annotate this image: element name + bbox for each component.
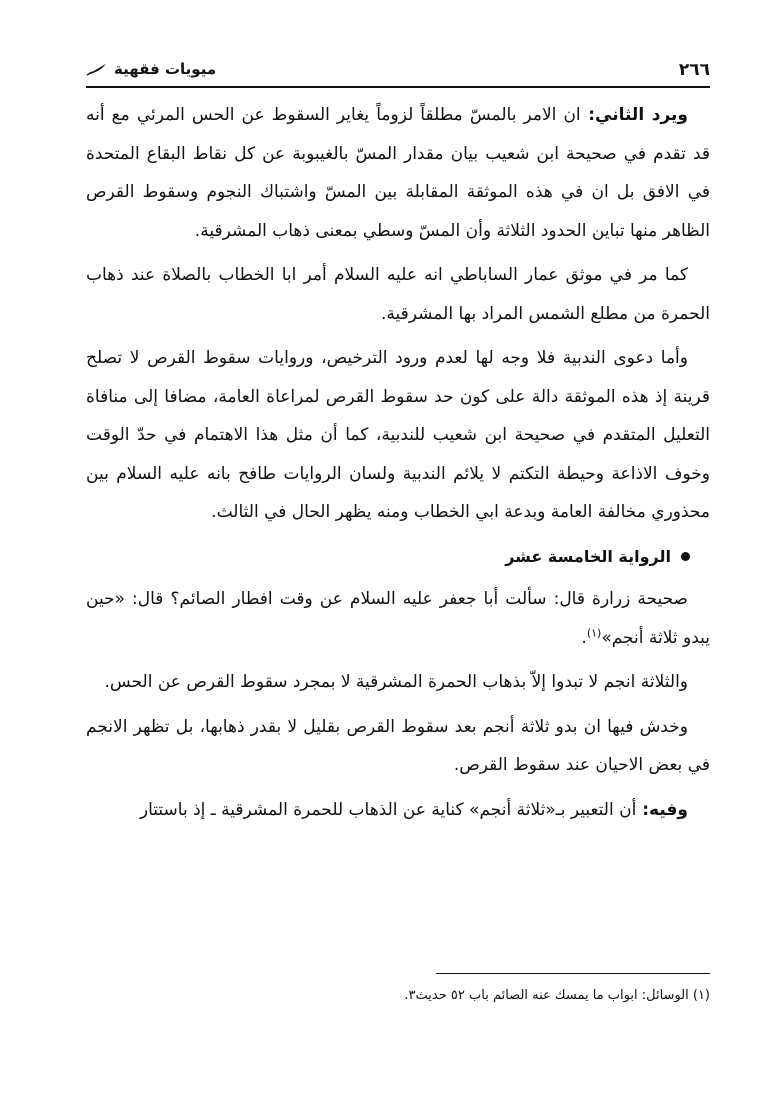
page-number: ٢٦٦ <box>678 60 710 80</box>
bullet-icon <box>681 552 690 561</box>
footnote: (١) الوسائل: ابواب ما يمسك عنه الصائم باب ٥٢ حديث٣. <box>404 988 710 1003</box>
paragraph-text: والثلاثة انجم لا تبدوا إلاّ بذهاب الحمرة المشرقية لا بمجرد سقوط القرص عن الحس. <box>104 672 688 692</box>
paragraph-end: . <box>581 627 587 648</box>
paragraph-text: وأما دعوى الندبية فلا وجه لها لعدم ورود الترخيص، وروايات سقوط القرص لا تصلح قرينة إذ هذه الموثقة دالة على كون حد سقوط القرص لمراعاة العامة، مضافا إلى منافاة التعليل المتقدم في صحيحة ابن شعيب للندبية، كما أن مثل هذا الاهتمام في حدّ الوقت وخوف الاذاعة وحيطة التكتم لا يلائم الندبية ولسان الروايات طافح بانه عليه السلام بين محذوري مخالفة العامة وبدعة ابي الخطاب ومنه يظهر الحال في الثالث. <box>86 348 710 522</box>
main-text <box>86 96 710 835</box>
section-heading <box>86 538 710 577</box>
paragraph-1 <box>86 96 710 250</box>
paragraph-lead: وفيه: <box>636 799 688 820</box>
footnote-reference[interactable]: (١) <box>586 625 602 639</box>
section-heading-text: الرواية الخامسة عشر <box>505 546 671 566</box>
paragraph-text: وخدش فيها ان بدو ثلاثة أنجم بعد سقوط القرص بقليل لا بقدر ذهابها، بل تظهر الانجم في بعض الاحيان عند سقوط القرص. <box>86 716 710 775</box>
quill-ornament-icon <box>86 62 108 76</box>
paragraph-lead: ويرد الثاني: <box>580 105 688 125</box>
paragraph-text: ان الامر بالمسّ مطلقاً لزوماً يغاير السقوط عن الحس المرئي مع أنه قد تقدم في صحيحة ابن شعيب بيان مقدار المسّ بالغيبوبة عن كل نقاط البقاع المتحدة في الافق بل ان في هذه الموثقة المقابلة بين المسّ واشتباك النجوم وسقوط القرص الظاهر منها تباين الحدود الثلاثة وأن المسّ وسطي بمعنى ذهاب المشرقية. <box>86 105 710 241</box>
paragraph-text: صحيحة زرارة قال: سألت أبا جعفر عليه السلام عن وقت افطار الصائم؟ قال: «حين يبدو ثلاثة أنجم» <box>86 589 710 648</box>
running-title <box>86 60 216 78</box>
paragraph-2 <box>86 256 710 333</box>
page-header <box>86 58 710 88</box>
paragraph-3 <box>86 339 710 532</box>
paragraph-text: كما مر في موثق عمار الساباطي انه عليه السلام أمر ابا الخطاب بالصلاة عند ذهاب الحمرة من مطلع الشمس المراد بها المشرقية. <box>86 265 710 324</box>
paragraph-7 <box>86 791 710 830</box>
paragraph-text: أن التعبير بـ«ثلاثة أنجم» كناية عن الذهاب للحمرة المشرقية ـ إذ باستتار <box>139 799 637 820</box>
footnote-divider <box>436 973 710 974</box>
paragraph-6 <box>86 708 710 785</box>
paragraph-5 <box>86 663 710 702</box>
running-title-text: ميويات فقهية <box>114 60 217 78</box>
paragraph-4 <box>86 580 710 657</box>
